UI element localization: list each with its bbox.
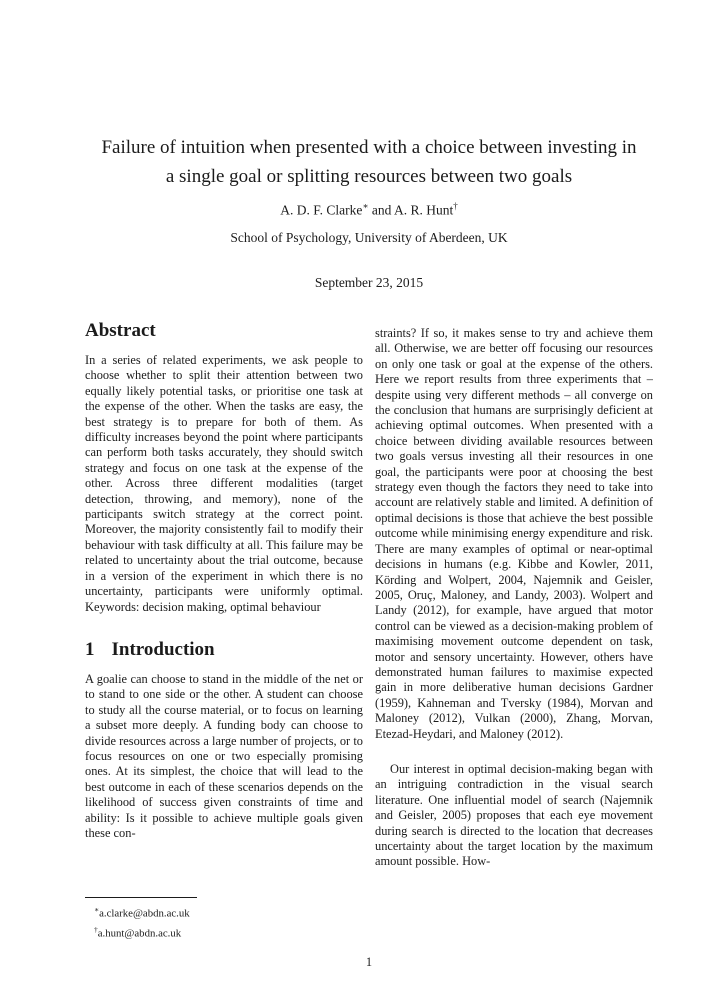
authors-line: [85, 201, 653, 219]
section-1-heading: [85, 639, 363, 661]
footnote-1: [85, 902, 363, 922]
footnote-2: [85, 922, 363, 942]
author-2-footnote-mark: †: [453, 201, 458, 211]
section-1-title: Introduction: [111, 638, 215, 660]
right-column: [375, 326, 653, 946]
authors-joiner: and: [368, 202, 395, 218]
footnote-2-email: a.hunt@abdn.ac.uk: [97, 927, 182, 940]
footnote-2-mark: †: [94, 924, 98, 934]
paper-date: September 23, 2015: [314, 275, 424, 290]
section-1-number: 1: [85, 638, 95, 660]
paper-title-line2: a single goal or splitting resources between two goals: [165, 165, 573, 187]
author-1-footnote-mark: ∗: [362, 201, 369, 211]
left-column: [85, 320, 363, 898]
page-number: 1: [365, 955, 373, 969]
author-2: A. R. Hunt: [394, 202, 454, 218]
author-1: A. D. F. Clarke: [280, 202, 363, 218]
introduction-paragraph-2: Our interest in optimal decision-making began with an intriguing contradiction in the visual search literature. One influential model of search (Najemnik and Geisler, 2005) proposes that each eye movement during search is directed to the location that decreases uncertainty about the target location by the maximum amount possible. How-: [375, 761, 653, 869]
footnote-1-mark: ∗: [94, 905, 100, 914]
footnote-1-email: a.clarke@abdn.ac.uk: [99, 907, 190, 920]
footnote-rule: [85, 897, 197, 898]
paper-title-line1: Failure of intuition when presented with a choice between investing in: [101, 137, 637, 158]
abstract-heading: Abstract: [85, 320, 156, 341]
footnote-block: [85, 897, 363, 941]
affiliation: School of Psychology, University of Aberdeen, UK: [230, 230, 508, 245]
abstract-body: In a series of related experiments, we ask people to choose whether to split their attention between two equally likely potential tasks, or prioritise one task at the expense of the other. When the tasks are easy, the best strategy is to prepare for both of them. As difficulty increases beyond the point where participants can perform both tasks accurately, they should switch strategy and focus on one task at the expense of the other. Across three different modalities (target detection, throwing, and memory), none of the participants switch strategy at the correct point. Moreover, the majority consistently fail to modify their behaviour with task difficulty at all. This failure may be related to uncertainty about the trial outcome, because in a version of the experiment in which there is no uncertainty, participants were uniformly optimal. Keywords: decision making, optimal behaviour: [85, 353, 363, 614]
introduction-paragraph-right: straints? If so, it makes sense to try and achieve them all. Otherwise, we are better off focusing our resources on only one task or goal at the expense of the others. Here we report results from three experiments that – despite using very different methods – all converge on the conclusion that humans are surprisingly deficient at achieving optimal outcomes. When presented with a choice between dividing available resources between two goals versus investing all their resources in one goal, the participants were poor at choosing the best strategy even though the factors they need to take into account are relatively stable and limited. A definition of optimal decisions is those that achieve the best possible outcome while minimising energy expenditure and risk. There are many examples of optimal or near-optimal decisions in humans (e.g. Kibbe and Kowler, 2011, Körding and Wolpert, 2004, Najemnik and Geisler, 2005, Oruç, Maloney, and Landy, 2003). Wolpert and Landy (2012), for example, have argued that motor control can be viewed as a decision-making problem of maximising movement outcome dependent on task, motor and sensory uncertainty. However, others have demonstrated human failures to maximise expected gain in more deliberative human decisions Gardner (1959), Kahneman and Tversky (1984), Morvan and Maloney (2012), Vulkan (2000), Zhang, Morvan, Etezad-Heydari, and Maloney (2012).: [375, 326, 653, 741]
paper-title: [85, 134, 653, 191]
introduction-paragraph-left: A goalie can choose to stand in the middle of the net or to stand to one side or the other. A student can choose to study all the course material, or to focus on learning a subset more deeply. A funding body can choose to divide resources across a large number of projects, or to focus resources on one or two especially promising ones. At its simplest, the choice that will lead to the best outcome in each of these scenarios depends on the likelihood of success given constraints of time and ability: Is it possible to achieve multiple goals given these con-: [85, 671, 363, 840]
